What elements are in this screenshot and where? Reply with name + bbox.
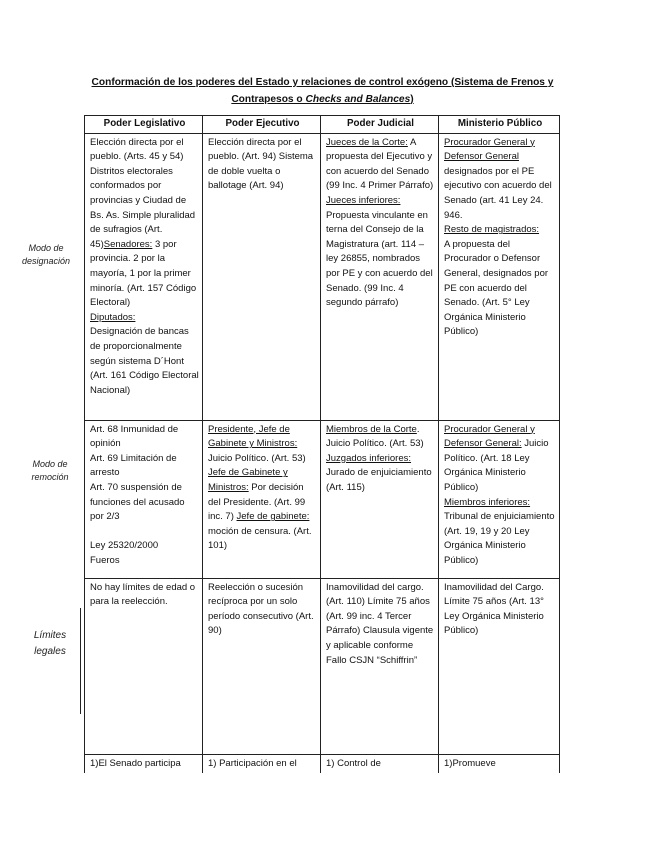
cell-heading: Jueces inferiores:: [326, 194, 401, 206]
table-cell: [439, 420, 560, 578]
cell-text: Propuesta vinculante en terna del Consejo de la Magistratura (art. 114 – ley 26855, nombrados por PE y con acuerdo del Senado. (99 Inc. 4 segundo párrafo): [326, 209, 433, 309]
cell-text: Ley 25320/2000: [90, 540, 159, 552]
title-line-1: Conformación de los poderes del Estado y relaciones de control exógeno (Sistema de Frenos y: [91, 77, 554, 88]
cell-line: [444, 136, 556, 224]
table-cell: [85, 133, 203, 420]
cell-line: [90, 325, 199, 398]
table-cell: No hay límites de edad o para la reelección.: [85, 578, 203, 754]
cell-heading: Miembros de la Corte: [326, 423, 417, 435]
table-cell: [321, 420, 439, 578]
cell-line: [90, 311, 199, 326]
cell-heading: Diputados:: [90, 311, 136, 323]
cell-text: Fueros: [90, 554, 120, 566]
cell-gap: [90, 525, 199, 540]
cell-text: Por decisión del Presidente. (Art. 99 inc. 7): [208, 481, 306, 523]
column-header: Poder Legislativo: [85, 116, 203, 134]
cell-line: [90, 423, 199, 452]
table-cell: Reelección o sucesión recíproca por un solo período consecutivo (Art. 90): [203, 578, 321, 754]
table-row-remocion: [85, 420, 560, 578]
cell-text: A propuesta del Ejecutivo y con acuerdo del Senado (99 Inc. 4 Primer Párrafo): [326, 136, 434, 192]
table-cell: [85, 420, 203, 578]
cell-line: [90, 539, 199, 554]
table-cell: [203, 420, 321, 578]
cell-heading: Juzgados inferiores:: [326, 452, 412, 464]
title-line-2: Contrapesos o Checks and Balances): [231, 94, 414, 105]
cell-text: Art. 69 Limitación de arresto: [90, 452, 177, 479]
table-row-designacion: [85, 133, 560, 420]
row-label-remocion: Modo de remoción: [31, 459, 69, 482]
cell-line: [208, 466, 317, 554]
column-header: Ministerio Público: [439, 116, 560, 134]
cell-text: moción de censura. (Art. 101): [208, 525, 312, 552]
cell-heading: Procurador General y Defensor General:: [444, 423, 535, 450]
table-cell: Inamovilidad del cargo. (Art. 110) Límite 75 años (Art. 99 inc. 4 Tercer Párrafo) Clausula vigente y aplicable conforme Fallo CSJN “Schiffrin”: [321, 578, 439, 754]
cell-line: [90, 554, 199, 569]
cell-line: [326, 209, 435, 311]
cell-line: [444, 238, 556, 340]
table-cell: 1)El Senado participa: [85, 754, 203, 773]
column-header: Poder Judicial: [321, 116, 439, 134]
cell-line: [326, 452, 435, 467]
cell-text: designados por el PE ejecutivo con acuerdo del Senado (art. 41 Ley 24. 946.: [444, 165, 552, 221]
cell-text: Art. 70 suspensión de funciones del acusado por 2/3: [90, 481, 185, 523]
table-cell: 1) Participación en el: [203, 754, 321, 773]
cell-text: Juicio Político. (Art. 18 Ley Orgánica Ministerio Público): [444, 438, 549, 493]
table-cell: [321, 133, 439, 420]
table-row-limites: [85, 578, 560, 754]
cell-text: Elección directa por el pueblo. (Art. 94) Sistema de doble vuelta o ballotage (Art. 94): [208, 136, 314, 192]
document-title: [86, 74, 559, 108]
cell-line: [444, 510, 556, 568]
cell-heading: Miembros inferiores:: [444, 496, 531, 508]
cell-heading: Jefe de gabinete:: [236, 511, 310, 523]
row-label-limites: Límites legales: [33, 630, 67, 657]
table-cell: [439, 133, 560, 420]
cell-line: [90, 481, 199, 525]
cell-heading: Resto de magistrados:: [444, 224, 540, 236]
cell-text: A propuesta del Procurador o Defensor General, designados por PE con acuerdo del Senado. (Art. 5° Ley Orgánica Ministerio Público): [444, 238, 549, 338]
cell-heading: Procurador General y Defensor General: [444, 136, 535, 163]
cell-heading: Jefe de Gabinete y Ministros:: [208, 467, 288, 493]
cell-text: . Juicio Político. (Art. 53): [326, 423, 424, 450]
cell-line: [90, 452, 199, 481]
column-header: Poder Ejecutivo: [203, 116, 321, 134]
cell-heading: Presidente, Jefe de Gabinete y Ministros:: [208, 423, 298, 450]
cell-line: [326, 136, 435, 194]
cell-line: [444, 223, 556, 238]
cell-line: [326, 423, 435, 452]
cell-line: [326, 466, 435, 495]
table-header-row: [85, 116, 560, 134]
table-cell: Inamovilidad del Cargo. Límite 75 años (Art. 13° Ley Orgánica Ministerio Público): [439, 578, 560, 754]
cell-line: [90, 136, 199, 311]
row-bracket-limites: [80, 608, 81, 714]
cell-heading: Senadores:: [103, 238, 153, 250]
cell-line: [444, 423, 556, 496]
cell-heading: Jueces de la Corte:: [326, 136, 408, 148]
cell-text: Juicio Político. (Art. 53): [208, 452, 306, 464]
table-cell: [203, 133, 321, 420]
table-cell: 1)Promueve: [439, 754, 560, 773]
table-row-ultima: [85, 754, 560, 773]
row-label-designacion: Modo de designación: [21, 243, 71, 266]
cell-text: Tribunal de enjuiciamiento (Art. 19, 19 y 20 Ley Orgánica Ministerio Público): [444, 511, 555, 566]
cell-text: Elección directa por el pueblo. (Arts. 45 y 54) Distritos electorales conformados por provincias y Ciudad de Bs. As. Simple pluralidad de sufragios (Art. 45): [90, 136, 196, 250]
table-cell: 1) Control de: [321, 754, 439, 773]
cell-text: Jurado de enjuiciamiento (Art. 115): [326, 467, 432, 493]
cell-line: [326, 194, 435, 209]
powers-table: [84, 115, 560, 773]
cell-line: [208, 423, 317, 467]
cell-text: 3 por provincia. 2 por la mayoría, 1 por la primer minoría. (Art. 157 Código Electoral): [90, 238, 197, 309]
cell-text: Art. 68 Inmunidad de opinión: [90, 423, 179, 450]
cell-line: [208, 136, 317, 194]
cell-line: [444, 496, 556, 511]
cell-text: Designación de bancas de proporcionalmente según sistema D´Hont (Art. 161 Código Electoral Nacional): [90, 326, 199, 396]
